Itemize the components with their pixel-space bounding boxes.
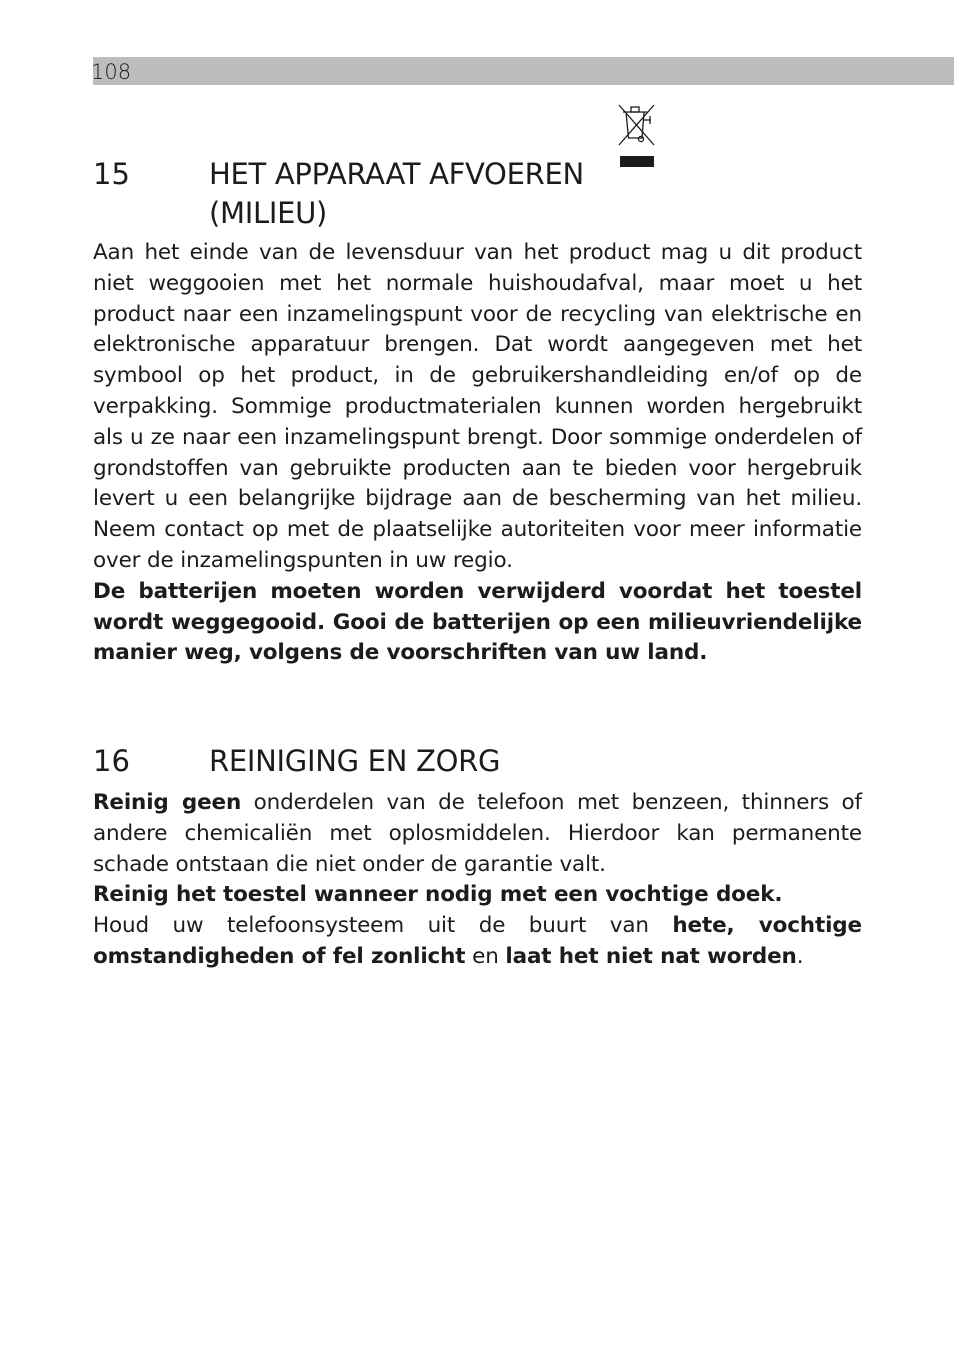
section-title-line-2: (MILIEU) — [209, 196, 328, 230]
emphasis-text: Reinig geen — [93, 790, 242, 815]
section-16-heading — [93, 742, 862, 781]
page-number: 108 — [91, 60, 132, 84]
section-15-heading — [93, 155, 862, 233]
battery-warning-paragraph: De batterijen moeten worden verwijderd voordat het toestel wordt weggegooid. Gooi de batterijen op een milieuvriendelijke manier weg, volgens de voorschriften van uw land. — [93, 578, 862, 666]
care-paragraph — [93, 911, 862, 973]
section-number: 15 — [93, 157, 130, 191]
disposal-paragraph: Aan het einde van de levensduur van het product mag u dit product niet weggooien met het normale huishoudafval, maar moet u het product naar een inzamelingspunt voor de recycling van elektrische en elektronische apparatuur brengen. Dat wordt aangegeven met het symbool op het product, in de gebruikershandleiding en/of op de verpakking. Sommige productmaterialen kunnen worden hergebruikt als u ze naar een inzamelingspunt brengt. Door sommige onderdelen of grondstoffen van gebruikte producten aan te bieden voor hergebruik levert u een belangrijke bijdrage aan de bescherming van het milieu. Neem contact op met de plaatselijke autoriteiten voor meer informatie over de inzamelingspunten in uw regio. — [93, 240, 862, 573]
section-16 — [93, 742, 862, 973]
section-15 — [93, 155, 862, 669]
cleaning-paragraph — [93, 788, 862, 880]
section-title-line-1: HET APPARAAT AFVOEREN — [209, 157, 584, 191]
emphasis-text: laat het niet nat worden — [505, 943, 797, 969]
emphasis-text: hete, vochtige omstandigheden of fel zonlicht — [93, 913, 862, 969]
header-bar — [93, 57, 954, 85]
section-number: 16 — [93, 744, 130, 778]
body-text: . — [796, 943, 804, 969]
body-text: en — [465, 943, 506, 969]
body-text: onderdelen van de telefoon met benzeen, thinners of andere chemicaliën met oplosmiddelen. Hierdoor kan permanente schade ontstaan die niet onder de garantie valt. — [93, 790, 862, 877]
section-title: REINIGING EN ZORG — [209, 744, 501, 778]
body-text: Houd uw telefoonsysteem uit de buurt van — [93, 913, 673, 939]
crossed-out-wheelie-bin-icon — [614, 98, 658, 170]
cleaning-instruction: Reinig het toestel wanneer nodig met een vochtige doek. — [93, 882, 783, 908]
